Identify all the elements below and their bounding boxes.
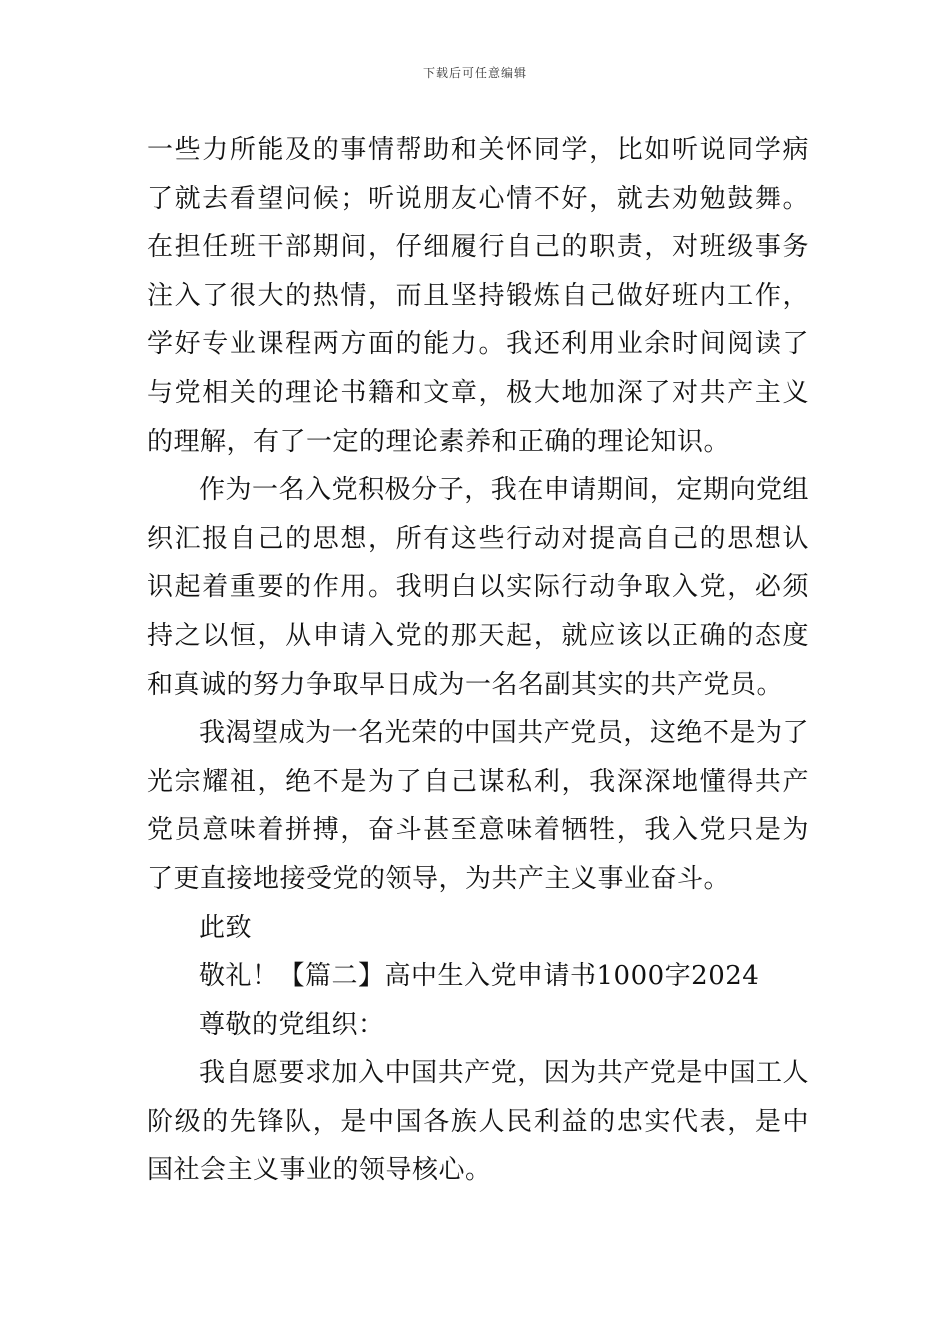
closing-salutation: 此致 <box>199 912 253 943</box>
paragraph-1: 一些力所能及的事情帮助和关怀同学，比如听说同学病了就去看望问候；听说朋友心情不好，就去劝勉鼓舞。在担任班干部期间，仔细履行自己的职责，对班级事务注入了很大的热情，而且坚持锻炼自己做好班内工作，学好专业课程两方面的能力。我还利用业余时间阅读了与党相关的理论书籍和文章，极大地加深了对共产主义的理解，有了一定的理论素养和正确的理论知识。 <box>147 135 809 457</box>
page-header-note: 下载后可任意编辑 <box>422 66 527 80</box>
paragraph-7: 我自愿要求加入中国共产党，因为共产党是中国工人阶级的先锋队，是中国各族人民利益的忠实代表，是中国社会主义事业的领导核心。 <box>147 1058 809 1186</box>
document-body <box>147 126 809 1195</box>
paragraph-3: 我渴望成为一名光荣的中国共产党员，这绝不是为了光宗耀祖，绝不是为了自己谋私利，我深深地懂得共产党员意味着拼搏，奋斗甚至意味着牺牲，我入党只是为了更直接地接受党的领导，为共产主义事业奋斗。 <box>147 718 809 894</box>
paragraph-2: 作为一名入党积极分子，我在申请期间，定期向党组织汇报自己的思想，所有这些行动对提高自己的思想认识起着重要的作用。我明白以实际行动争取入党，必须持之以恒，从申请入党的那天起，就应该以正确的态度和真诚的努力争取早日成为一名名副其实的共产党员。 <box>147 475 809 700</box>
letter-greeting: 尊敬的党组织： <box>199 1009 385 1040</box>
closing-regards-and-section-title: 敬礼！【篇二】高中生入党申请书1000字2024 <box>199 961 760 992</box>
